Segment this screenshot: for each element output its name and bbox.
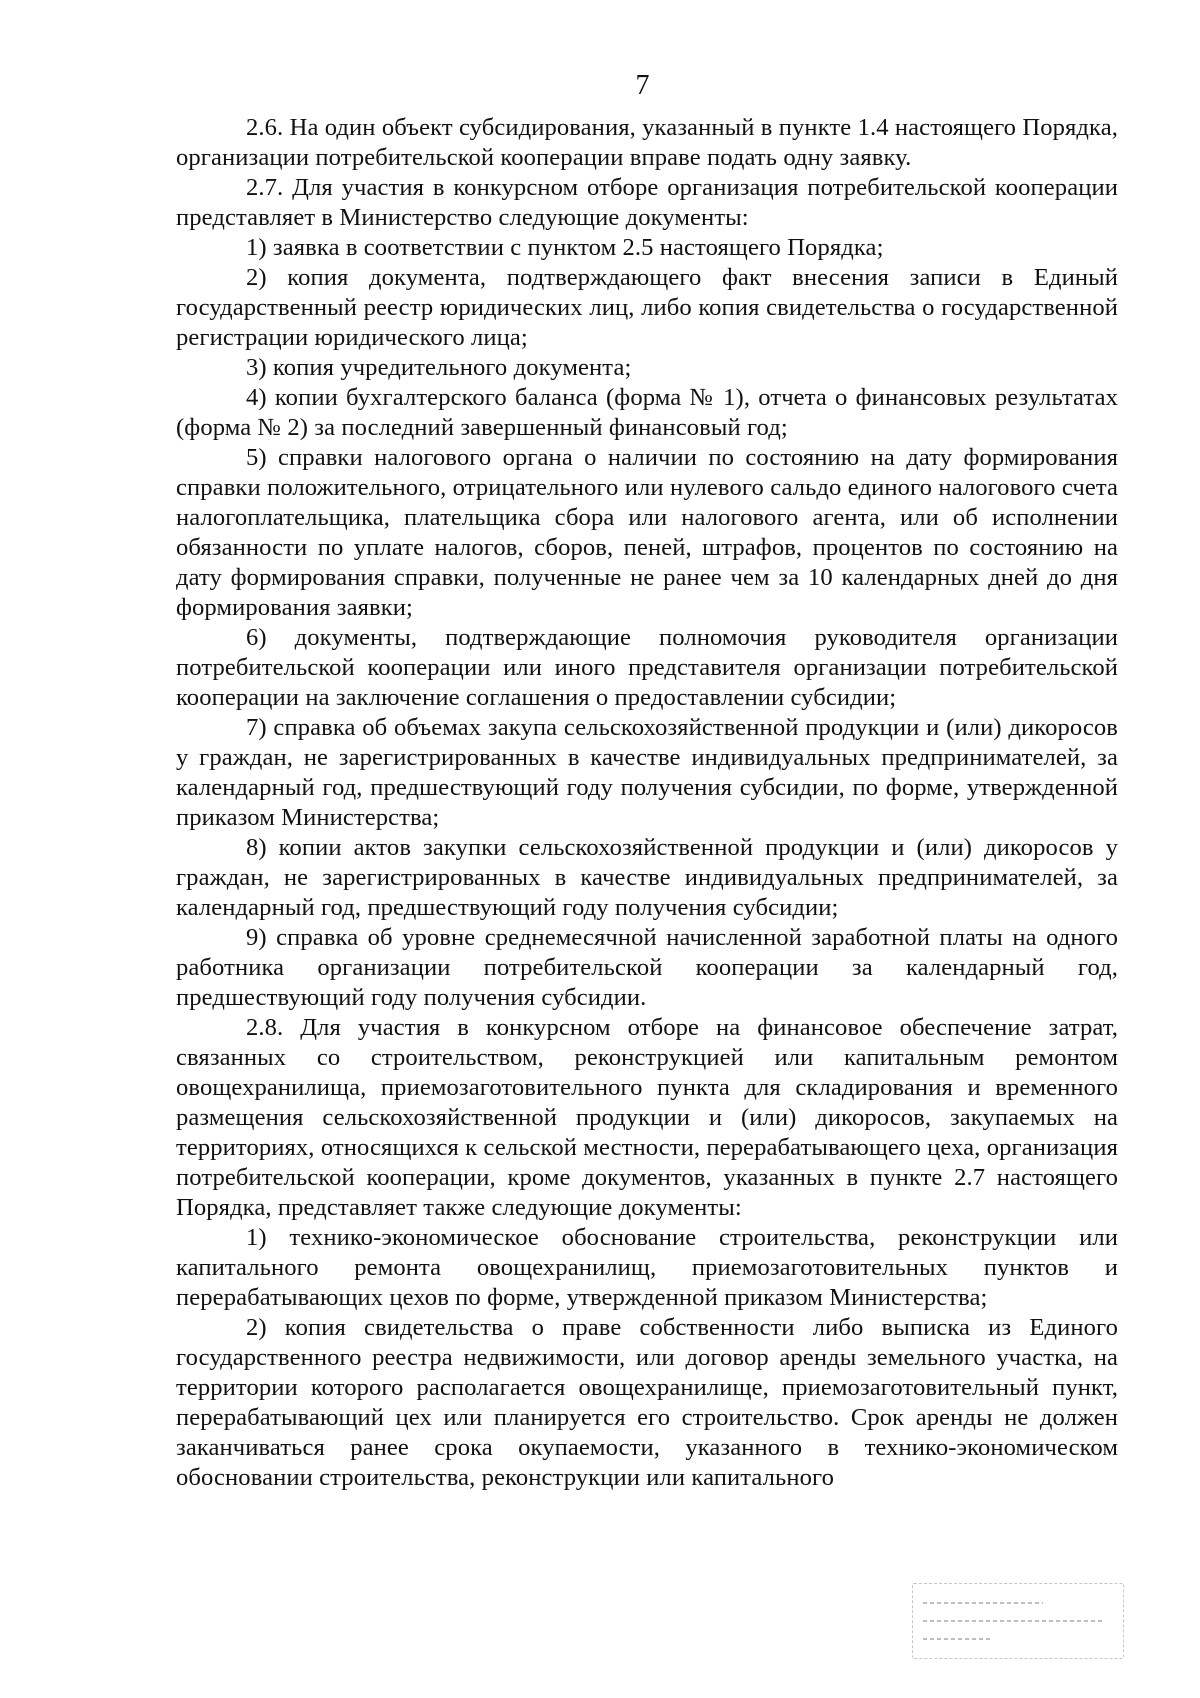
list-item-2-7-1: 1) заявка в соответствии с пунктом 2.5 настоящего Порядка; — [246, 234, 884, 261]
list-item-2-8-2: 2) копия свидетельства о праве собственности либо выписка из Единого государственного реестра недвижимости, или договор аренды земельного участка, на территории которого располагается овощехранилище, приемозаготовительный пункт, перерабатывающий цех или планируется его строительство. Срок аренды не должен заканчиваться ранее срока окупаемости, указанного в технико-экономическом обосновании строительства, реконструкции или капитального — [176, 1314, 1118, 1491]
stamp-line — [923, 1602, 1043, 1604]
list-item-2-7-8: 8) копии актов закупки сельскохозяйственной продукции и (или) дикоросов у граждан, не зарегистрированных в качестве индивидуальных предпринимателей, за календарный год, предшествующий году получения субсидии; — [176, 834, 1118, 921]
stamp-line — [923, 1620, 1103, 1622]
paragraph-2-8: 2.8. Для участия в конкурсном отборе на финансовое обеспечение затрат, связанных со строительством, реконструкцией или капитальным ремонтом овощехранилища, приемозаготовительного пункта для складирования и временного размещения сельскохозяйственной продукции и (или) дикоросов, закупаемых на территориях, относящихся к сельской местности, перерабатывающего цеха, организация потребительской кооперации, кроме документов, указанных в пункте 2.7 настоящего Порядка, представляет также следующие документы: — [176, 1014, 1118, 1221]
faint-stamp — [912, 1583, 1124, 1659]
list-item-2-7-5: 5) справки налогового органа о наличии по состоянию на дату формирования справки положительного, отрицательного или нулевого сальдо единого налогового счета налогоплательщика, плательщика сбора или налогового агента, или об исполнении обязанности по уплате налогов, сборов, пеней, штрафов, процентов по состоянию на дату формирования справки, полученные не ранее чем за 10 календарных дней до дня формирования заявки; — [176, 444, 1118, 621]
document-body — [176, 113, 1118, 1493]
list-item-2-7-3: 3) копия учредительного документа; — [246, 354, 632, 381]
list-item-2-7-9: 9) справка об уровне среднемесячной начисленной заработной платы на одного работника организации потребительской кооперации за календарный год, предшествующий году получения субсидии. — [176, 924, 1118, 1011]
list-item-2-7-4: 4) копии бухгалтерского баланса (форма № 1), отчета о финансовых результатах (форма № 2) за последний завершенный финансовый год; — [176, 384, 1118, 441]
page-number: 7 — [635, 70, 650, 101]
list-item-2-7-2: 2) копия документа, подтверждающего факт внесения записи в Единый государственный реестр юридических лиц, либо копия свидетельства о государственной регистрации юридического лица; — [176, 264, 1118, 351]
paragraph-2-6: 2.6. На один объект субсидирования, указанный в пункте 1.4 настоящего Порядка, организации потребительской кооперации вправе подать одну заявку. — [176, 114, 1118, 171]
list-item-2-8-1: 1) технико-экономическое обоснование строительства, реконструкции или капитального ремонта овощехранилищ, приемозаготовительных пунктов и перерабатывающих цехов по форме, утвержденной приказом Министерства; — [176, 1224, 1118, 1311]
list-item-2-7-6: 6) документы, подтверждающие полномочия руководителя организации потребительской кооперации или иного представителя организации потребительской кооперации на заключение соглашения о предоставлении субсидии; — [176, 624, 1118, 711]
paragraph-2-7: 2.7. Для участия в конкурсном отборе организация потребительской кооперации представляет в Министерство следующие документы: — [176, 174, 1118, 231]
stamp-line — [923, 1638, 993, 1640]
list-item-2-7-7: 7) справка об объемах закупа сельскохозяйственной продукции и (или) дикоросов у граждан, не зарегистрированных в качестве индивидуальных предпринимателей, за календарный год, предшествующий году получения субсидии, по форме, утвержденной приказом Министерства; — [176, 714, 1118, 831]
